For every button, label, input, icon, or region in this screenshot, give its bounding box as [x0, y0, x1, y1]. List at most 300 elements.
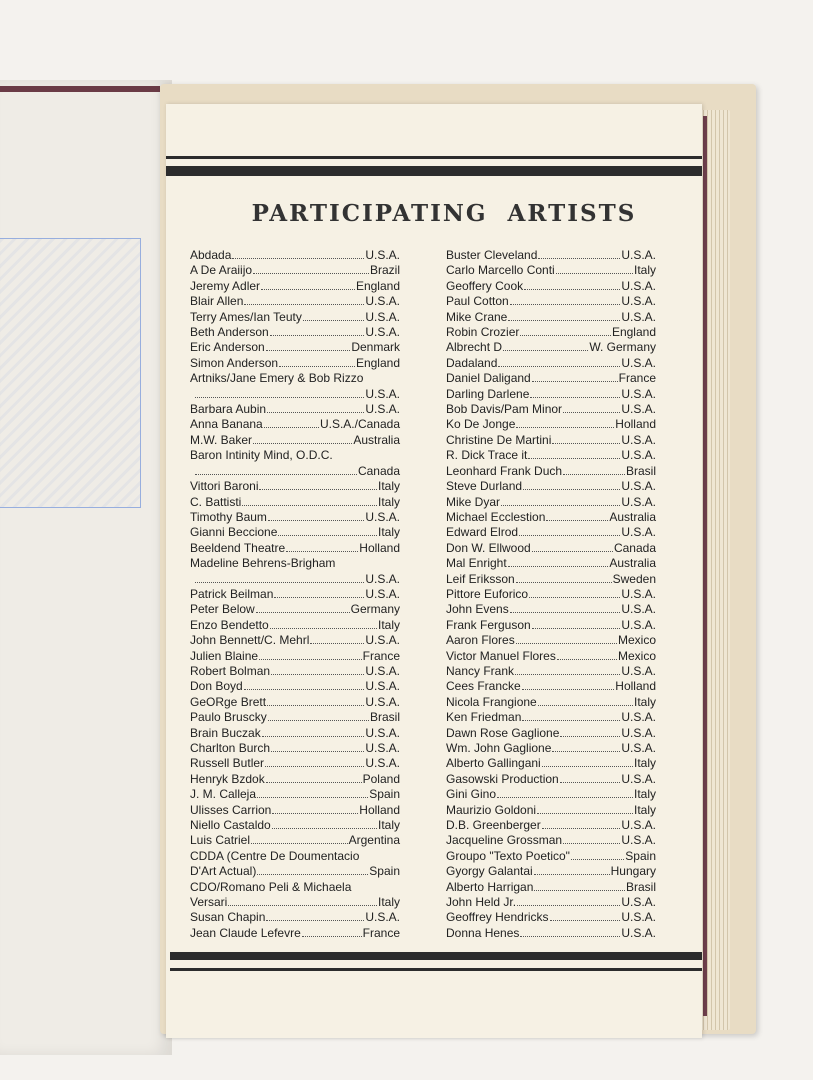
dot-leader — [279, 356, 355, 367]
artist-entry — [446, 880, 656, 895]
dot-leader — [259, 479, 377, 490]
artist-name: Russell Butler — [190, 756, 265, 771]
artist-entry — [190, 433, 400, 448]
artist-column-left — [190, 248, 400, 941]
dot-leader — [516, 417, 614, 428]
artist-name: Aaron Flores — [446, 633, 515, 648]
dot-leader — [517, 895, 620, 906]
artist-entry — [190, 294, 400, 309]
dot-leader — [516, 633, 617, 644]
artist-entry — [446, 679, 656, 694]
dot-leader — [532, 371, 618, 382]
artist-country: U.S.A. — [365, 679, 400, 694]
dot-leader — [303, 310, 364, 321]
artist-name: Wm. John Gaglione — [446, 741, 552, 755]
dot-leader — [552, 741, 620, 752]
artist-country: U.S.A. — [621, 248, 656, 262]
artist-entry — [190, 248, 400, 263]
artist-entry — [446, 787, 656, 802]
artist-name: Dadaland — [446, 355, 498, 370]
artist-country: U.S.A. — [621, 479, 656, 494]
dot-leader — [195, 387, 364, 398]
artist-entry — [446, 464, 656, 479]
artist-name: Anna Banana — [190, 417, 263, 432]
artist-name: Steve Durland — [446, 479, 523, 494]
artist-name: Nancy Frank — [446, 663, 515, 678]
artist-name: Blair Allen — [190, 294, 244, 309]
dot-leader — [244, 294, 364, 305]
dot-leader — [537, 803, 633, 814]
artist-name: Alberto Harrigan — [446, 879, 534, 894]
artist-entry — [446, 664, 656, 679]
artist-country: Brasil — [625, 879, 656, 894]
artist-entry — [190, 464, 400, 479]
dot-leader — [278, 525, 377, 536]
dot-leader — [310, 633, 364, 644]
dot-leader — [266, 340, 351, 351]
artist-country: Denmark — [351, 340, 400, 355]
artist-name: Ulisses Carrion — [190, 802, 272, 817]
artist-entry — [446, 618, 656, 633]
artist-name: Victor Manuel Flores — [446, 648, 556, 663]
artist-name: Enzo Bendetto — [190, 617, 269, 632]
artist-entry — [190, 756, 400, 771]
dot-leader — [270, 325, 365, 336]
artist-entry — [446, 741, 656, 756]
artist-entry — [190, 556, 400, 571]
artist-country: U.S.A. — [365, 248, 400, 262]
artist-country: U.S.A. — [621, 602, 656, 617]
artist-name: GeORge Brett — [190, 694, 267, 709]
artist-entry — [446, 556, 656, 571]
artist-entry — [446, 433, 656, 448]
artist-entry — [446, 726, 656, 741]
artist-entry — [190, 787, 400, 802]
dot-leader — [516, 572, 612, 583]
artist-entry — [190, 402, 400, 417]
artist-entry — [446, 448, 656, 463]
artist-country: U.S.A. — [621, 294, 656, 309]
artist-name: Don Boyd — [190, 679, 243, 694]
artist-country: Spain — [369, 864, 400, 879]
dot-leader — [557, 649, 617, 660]
dot-leader — [251, 833, 348, 844]
artist-name: C. Battisti — [190, 494, 242, 509]
artist-country: England — [355, 355, 400, 370]
dot-leader — [522, 710, 620, 721]
artist-name: Abdada — [190, 248, 232, 262]
artist-name: Buster Cleveland — [446, 248, 538, 262]
dot-leader — [503, 340, 588, 351]
dot-leader — [538, 695, 633, 706]
artist-country: Italy — [377, 494, 400, 509]
artist-entry — [190, 710, 400, 725]
artist-name: Paul Cotton — [446, 294, 509, 309]
artist-entry — [446, 926, 656, 941]
artist-country: U.S.A. — [365, 741, 400, 755]
artist-entry — [446, 479, 656, 494]
artist-entry — [190, 587, 400, 602]
artist-name: John Bennett/C. Mehrl — [190, 633, 310, 648]
artist-country: U.S.A. — [365, 633, 400, 648]
artist-entry — [190, 510, 400, 525]
artist-country: Mexico — [617, 633, 656, 648]
artist-country: U.S.A. — [621, 355, 656, 370]
dot-leader — [550, 910, 621, 921]
artist-name: Gini Gino — [446, 787, 497, 802]
artist-country: Australia — [609, 556, 656, 571]
artist-entry — [190, 525, 400, 540]
artist-country: U.S.A. — [621, 910, 656, 925]
artist-name: Daniel Daligand — [446, 371, 531, 386]
artist-entry — [446, 541, 656, 556]
dot-leader — [522, 679, 615, 690]
dot-leader — [195, 572, 364, 583]
dot-leader — [253, 263, 369, 274]
artist-name: Susan Chapin — [190, 910, 266, 925]
artist-country: U.S.A. — [365, 325, 400, 340]
artist-name: John Held Jr. — [446, 895, 517, 910]
artist-country: U.S.A. — [621, 525, 656, 540]
artist-country: England — [355, 278, 400, 293]
dot-leader — [286, 541, 358, 552]
artist-country: Brasil — [625, 463, 656, 478]
artist-entry — [190, 448, 400, 463]
artist-country: U.S.A. — [621, 617, 656, 632]
dot-leader — [532, 618, 621, 629]
artist-entry — [446, 510, 656, 525]
dot-leader — [264, 417, 319, 428]
artist-country: Sweden — [612, 571, 656, 586]
artist-name: Vittori Baroni — [190, 479, 259, 494]
dot-leader — [498, 356, 620, 367]
dot-leader — [268, 710, 369, 721]
artist-name: Jeremy Adler — [190, 278, 261, 293]
artist-country: U.S.A. — [365, 725, 400, 740]
artist-name: Robert Bolman — [190, 663, 271, 678]
artist-name: Mike Crane — [446, 309, 508, 324]
artist-country: U.S.A. — [365, 910, 400, 925]
dot-leader — [272, 803, 358, 814]
artist-entry — [446, 417, 656, 432]
artist-country: France — [362, 648, 400, 663]
artist-name: Geoffery Cook — [446, 278, 524, 293]
artist-name: Mal Enright — [446, 556, 507, 571]
dot-leader — [262, 726, 365, 737]
artist-country: U.S.A. — [365, 571, 400, 586]
artist-name: Pittore Euforico — [446, 586, 529, 601]
dot-leader — [302, 926, 362, 937]
artist-name: Beeldend Theatre — [190, 540, 286, 555]
artist-entry — [190, 864, 400, 879]
artist-entry — [446, 587, 656, 602]
artist-name: R. Dick Trace it — [446, 448, 528, 463]
artist-country: U.S.A. — [621, 432, 656, 447]
artist-entry — [446, 895, 656, 910]
artist-country: Holland — [359, 540, 400, 555]
dot-leader — [242, 495, 377, 506]
dot-leader — [563, 402, 620, 413]
artist-entry — [446, 371, 656, 386]
artist-name: Carlo Marcello Conti — [446, 263, 555, 278]
dot-leader — [538, 248, 620, 259]
artist-name: Frank Ferguson — [446, 617, 531, 632]
artist-entry — [446, 849, 656, 864]
artist-entry — [446, 803, 656, 818]
dot-leader — [271, 741, 364, 752]
artist-entry — [190, 664, 400, 679]
artist-name: Gasowski Production — [446, 771, 559, 786]
dot-leader — [530, 387, 620, 398]
dot-leader — [542, 756, 633, 767]
artist-name: Charlton Burch — [190, 741, 271, 755]
left-page — [0, 80, 172, 1055]
artist-country: U.S.A. — [365, 386, 400, 401]
artist-column-right — [446, 248, 656, 941]
artist-entry — [190, 387, 400, 402]
artist-entry — [190, 541, 400, 556]
artist-entry — [446, 910, 656, 925]
artist-entry — [190, 833, 400, 848]
booklet-page — [166, 104, 702, 1038]
artist-name: Dawn Rose Gaglione — [446, 725, 560, 740]
artist-name: Don W. Ellwood — [446, 540, 531, 555]
artist-name: Baron Intinity Mind, O.D.C. — [190, 448, 333, 463]
dot-leader — [228, 895, 377, 906]
artist-entry — [190, 340, 400, 355]
artist-country: U.S.A. — [621, 402, 656, 417]
artist-country: Italy — [633, 802, 656, 817]
artist-entry — [190, 325, 400, 340]
dot-leader — [515, 664, 620, 675]
artist-name: Barbara Aubin — [190, 402, 267, 417]
dot-leader — [253, 433, 352, 444]
artist-name: Simon Anderson — [190, 355, 279, 370]
artist-name: Alberto Gallingani — [446, 756, 541, 771]
artist-country: U.S.A. — [621, 771, 656, 786]
artist-country: U.S.A. — [621, 925, 656, 940]
artist-country: Italy — [377, 818, 400, 833]
artist-name: Ko De Jonge — [446, 417, 516, 432]
artist-name: Eric Anderson — [190, 340, 265, 355]
artist-country: Italy — [633, 756, 656, 771]
artist-country: U.S.A. — [365, 294, 400, 309]
dot-leader — [232, 248, 364, 259]
dot-leader — [195, 464, 357, 475]
top-rule-thin — [166, 156, 702, 159]
artist-country: Poland — [362, 771, 400, 786]
artist-name: Cees Francke — [446, 679, 521, 694]
artist-entry — [190, 371, 400, 386]
dot-leader — [266, 772, 362, 783]
dot-leader — [534, 880, 625, 891]
artist-entry — [446, 248, 656, 263]
dot-leader — [497, 787, 633, 798]
artist-name: Terry Ames/Ian Teuty — [190, 309, 302, 324]
artist-entry — [446, 818, 656, 833]
artist-entry — [446, 833, 656, 848]
dot-leader — [259, 649, 362, 660]
dot-leader — [257, 864, 368, 875]
dot-leader — [524, 279, 620, 290]
artist-entry — [190, 633, 400, 648]
artist-name: Brain Buczak — [190, 725, 261, 740]
dot-leader — [508, 556, 609, 567]
artist-country: Italy — [377, 479, 400, 494]
artist-entry — [446, 279, 656, 294]
artist-country: U.S.A. — [365, 694, 400, 709]
artist-country: Mexico — [617, 648, 656, 663]
dot-leader — [534, 864, 610, 875]
artist-country: U.S.A. — [365, 586, 400, 601]
artist-name: J. M. Calleja — [190, 787, 257, 802]
artist-name: Julien Blaine — [190, 648, 259, 663]
artist-name: Gianni Beccione — [190, 525, 278, 540]
artist-country: W. Germany — [589, 340, 656, 355]
page-edge-accent — [703, 116, 707, 1016]
dot-leader — [528, 448, 620, 459]
dot-leader — [266, 910, 364, 921]
artist-country: Holland — [615, 417, 656, 432]
artist-name: Geoffrey Hendricks — [446, 910, 549, 925]
artist-name: Leonhard Frank Duch — [446, 463, 563, 478]
artist-country: U.S.A. — [621, 663, 656, 678]
artist-country: U.S.A. — [621, 278, 656, 293]
artist-name: M.W. Baker — [190, 432, 253, 447]
page-title: PARTICIPATING ARTISTS — [251, 200, 637, 227]
artist-country: Hungary — [610, 864, 656, 879]
dot-leader — [510, 602, 621, 613]
dot-leader — [510, 294, 621, 305]
artist-entry — [446, 495, 656, 510]
dot-leader — [546, 510, 608, 521]
artist-entry — [190, 572, 400, 587]
dot-leader — [519, 525, 620, 536]
artist-entry — [446, 340, 656, 355]
artist-name: Artniks/Jane Emery & Bob Rizzo — [190, 371, 364, 386]
artist-name: A De Araiijo — [190, 263, 253, 278]
artist-entry — [190, 772, 400, 787]
artist-country: Germany — [350, 602, 400, 617]
artist-country: Holland — [615, 679, 656, 694]
dot-leader — [271, 664, 364, 675]
artist-entry — [190, 602, 400, 617]
dot-leader — [501, 495, 620, 506]
bottom-rule-thin — [170, 968, 702, 971]
dot-leader — [267, 695, 364, 706]
dot-leader — [244, 679, 365, 690]
artist-entry — [446, 864, 656, 879]
dot-leader — [261, 279, 355, 290]
artist-name: Versari — [190, 895, 228, 910]
artist-name: Edward Elrod — [446, 525, 519, 540]
artist-country: Italy — [633, 787, 656, 802]
dot-leader — [520, 325, 611, 336]
dot-leader — [560, 726, 620, 737]
artist-name: Darling Darlene — [446, 386, 530, 401]
artist-country: Argentina — [348, 833, 400, 848]
dot-leader — [256, 602, 350, 613]
artist-country: Italy — [377, 617, 400, 632]
artist-entry — [446, 710, 656, 725]
artist-country: Italy — [633, 694, 656, 709]
dot-leader — [508, 310, 620, 321]
artist-country: Spain — [369, 787, 400, 802]
artist-entry — [190, 726, 400, 741]
dot-leader — [267, 402, 364, 413]
artist-entry — [446, 525, 656, 540]
dot-leader — [520, 926, 620, 937]
artist-name: Madeline Behrens-Brigham — [190, 556, 336, 571]
artist-entry — [446, 294, 656, 309]
artist-name: Nicola Frangione — [446, 694, 537, 709]
artist-entry — [446, 695, 656, 710]
dot-leader — [542, 818, 621, 829]
artist-entry — [446, 310, 656, 325]
artist-entry — [190, 679, 400, 694]
dot-leader — [274, 587, 364, 598]
artist-entry — [190, 310, 400, 325]
artist-entry — [446, 572, 656, 587]
artist-name: Maurizio Goldoni — [446, 802, 537, 817]
artist-country: U.S.A. — [621, 895, 656, 910]
dot-leader — [523, 479, 620, 490]
artist-country: Australia — [609, 509, 656, 524]
artist-entry — [190, 649, 400, 664]
artist-country: France — [362, 925, 400, 940]
dot-leader — [556, 263, 633, 274]
artist-country: Canada — [357, 463, 400, 478]
artist-entry — [446, 756, 656, 771]
artist-country: Italy — [377, 895, 400, 910]
artist-entry — [190, 818, 400, 833]
artist-country: Brasil — [369, 710, 400, 725]
artist-entry — [190, 479, 400, 494]
artist-name: Michael Ecclestion — [446, 509, 546, 524]
artist-country: U.S.A. — [621, 309, 656, 324]
artist-country: Brazil — [369, 263, 400, 278]
dot-leader — [563, 833, 620, 844]
artist-entry — [446, 402, 656, 417]
artist-country: U.S.A. — [621, 586, 656, 601]
artist-entry — [446, 633, 656, 648]
artist-name: Mike Dyar — [446, 494, 501, 509]
artist-name: Peter Below — [190, 602, 255, 617]
artist-entry — [190, 417, 400, 432]
artist-name: Gyorgy Galantai — [446, 864, 533, 879]
artist-country: U.S.A. — [621, 741, 656, 755]
left-page-blue-stamp-drawing — [0, 238, 141, 508]
artist-name: Paulo Bruscky — [190, 710, 267, 725]
dot-leader — [268, 510, 364, 521]
artist-name: Groupo "Texto Poetico" — [446, 848, 570, 863]
artist-entry — [446, 325, 656, 340]
artist-country: England — [611, 325, 656, 340]
artist-entry — [190, 741, 400, 756]
artist-name: Luis Catriel — [190, 833, 251, 848]
artist-country: U.S.A. — [621, 725, 656, 740]
artist-country: U.S.A. — [621, 833, 656, 848]
artist-name: Niello Castaldo — [190, 818, 271, 833]
artist-country: U.S.A. — [365, 402, 400, 417]
artist-name: Christine De Martini — [446, 432, 552, 447]
artist-entry — [446, 772, 656, 787]
dot-leader — [532, 541, 613, 552]
artist-name: D.B. Greenberger — [446, 818, 541, 833]
artist-country: U.S.A. — [365, 309, 400, 324]
artist-name: Bob Davis/Pam Minor — [446, 402, 563, 417]
artist-name: CDDA (Centre De Doumentacio — [190, 848, 360, 863]
